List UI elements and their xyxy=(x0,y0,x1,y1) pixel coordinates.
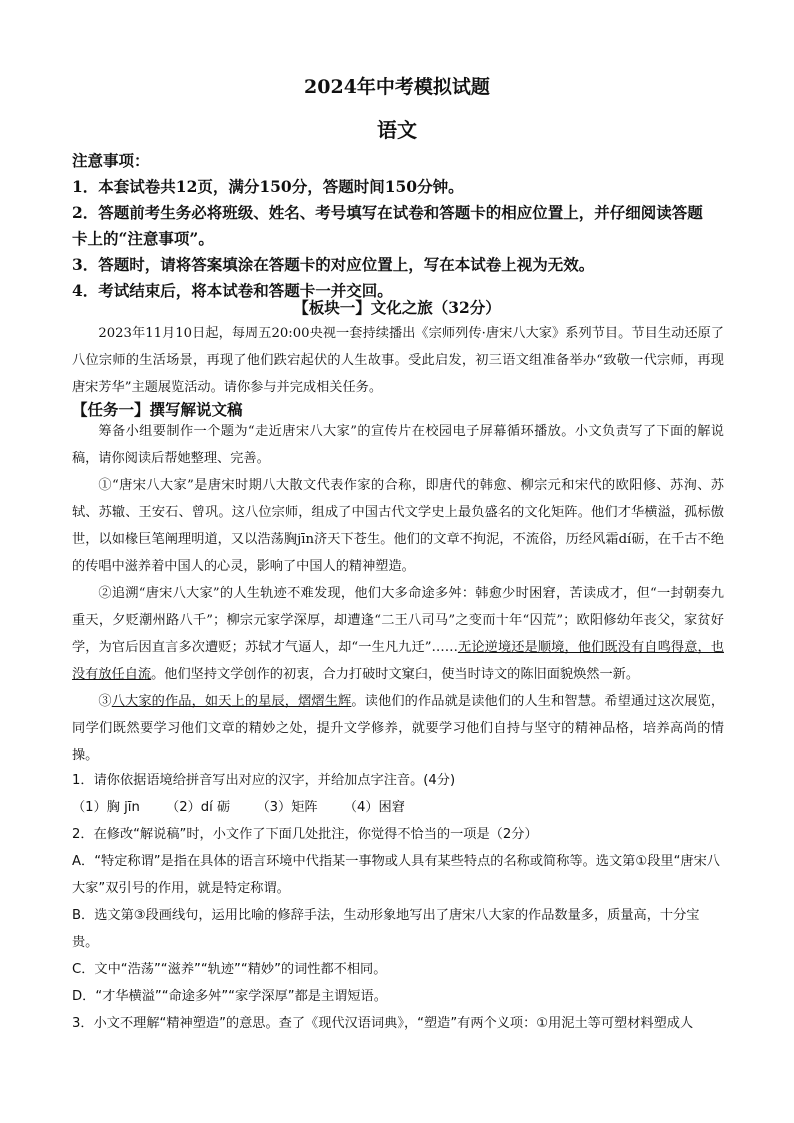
option: （3）矩阵 xyxy=(256,800,318,815)
intro-paragraph: 2023年11月10日起，每周五20:00央视一套持续播出《宗师列传·唐宋八大家》系列节目。节目生动还原了八位宗师的生活场景，再现了他们跌宕起伏的人生故事。受此启发，初三语文组准备举办“致敬一代宗师，再现唐宋芳华”主题展览活动。请你参与并完成相关任务。 xyxy=(72,326,724,395)
notes-item: 2．答题前考生务必将班级、姓名、考号填写在试卷和答题卡的相应位置上，并仔细阅读答题 xyxy=(72,203,703,222)
exam-title: 2024年中考模拟试题 xyxy=(304,76,490,98)
passage-paragraph-2 xyxy=(72,580,724,688)
passage-paragraph-3 xyxy=(72,688,724,769)
task-title: 【任务一】撰写解说文稿 xyxy=(72,400,243,419)
question-2-option-c: C．文中“浩荡”“滋养”“轨迹”“精妙”的词性都不相同。 xyxy=(72,962,387,977)
option: （1）胸 jīn xyxy=(72,800,140,815)
para2-text: ②追溯“唐宋八大家”的人生轨迹不难发现，他们大多命途多舛：韩愈少时困窘，苦读成才，但“一封朝奏九重天，夕贬潮州路八千”；柳宗元家学深厚，却遭逢“二王八司马”之变而十年“囚荒”；欧阳修幼年丧父，家贫好学，为官后因直言多次遭贬；苏轼才气逼人，却“一生凡九迁”…… xyxy=(72,586,724,655)
question-2-option-a: A．“特定称谓”是指在具体的语言环境中代指某一事物或人具有某些特点的名称或简称等。选文第①段里“唐宋八大家”双引号的作用，就是特定称谓。 xyxy=(72,854,720,896)
passage-paragraph-1: ①“唐宋八大家”是唐宋时期八大散文代表作家的合称，即唐代的韩愈、柳宗元和宋代的欧阳修、苏洵、苏轼、苏辙、王安石、曾巩。这八位宗师，组成了中国古代文学史上最负盛名的文化矩阵。他们才华横溢，孤标傲世，以如椽巨笔阐理明道，又以浩荡胸jīn济天下苍生。他们的文章不拘泥，不流俗，历经风霜dí砺，在千古不绝的传唱中滋养着中国人的心灵，影响了中国人的精神塑造。 xyxy=(72,478,724,574)
exam-subject: 语文 xyxy=(377,118,417,142)
notes-item: 卡上的“注意事项”。 xyxy=(72,229,214,248)
question-2-option-d: D．“才华横溢”“命途多舛”“家学深厚”都是主谓短语。 xyxy=(72,989,387,1004)
notes-item: 4．考试结束后，将本试卷和答题卡一并交回。 xyxy=(72,281,393,300)
question-2: 2．在修改“解说稿”时，小文作了下面几处批注，你觉得不恰当的一项是（2分） xyxy=(72,827,538,842)
para2-tail: 。他们坚持文学创作的初衷，合力打破时文窠臼，使当时诗文的陈旧面貌焕然一新。 xyxy=(151,667,640,682)
question-2-option-b: B．选文第③段画线句，运用比喻的修辞手法，生动形象地写出了唐宋八大家的作品数量多，质量高，十分宝贵。 xyxy=(72,908,700,950)
notes-block xyxy=(72,148,732,304)
para3-mark: ③ xyxy=(98,694,112,709)
underlined-sentence: 八大家的作品，如天上的星辰，熠熠生辉 xyxy=(111,694,352,709)
question-3: 3．小文不理解“精神塑造”的意思。查了《现代汉语词典》，“塑造”有两个义项：①用泥土等可塑材料塑成人 xyxy=(72,1016,694,1031)
underlined-sentence: 无论逆境还是顺境，他们既没有自鸣得意，也没有放任自流 xyxy=(72,640,725,682)
questions-block xyxy=(72,767,724,1037)
para3-tail: 。读他们的作品就是读他们的人生和智慧。希望通过这次展览，同学们既然要学习他们文章的精妙之处，提升文学修养，就要学习他们自持与坚守的精神品格，培养高尚的情操。 xyxy=(72,694,725,763)
notes-item: 3．答题时，请将答案填涂在答题卡的对应位置上，写在本试卷上视为无效。 xyxy=(72,255,595,274)
section-title: 【板块一】文化之旅（32分） xyxy=(293,298,501,317)
option: （4）困窘 xyxy=(343,800,405,815)
section-intro xyxy=(72,320,724,401)
question-1: 1．请你依据语境给拼音写出对应的汉字，并给加点字注音。(4分) xyxy=(72,773,456,788)
question-1-options xyxy=(72,794,724,821)
notes-heading: 注意事项： xyxy=(72,151,150,170)
option: （2）dí 砺 xyxy=(166,800,231,815)
task-lead: 筹备小组要制作一个题为“走近唐宋八大家”的宣传片在校园电子屏幕循环播放。小文负责写了下面的解说稿，请你阅读后帮她整理、完善。 xyxy=(72,424,724,466)
notes-item: 1．本套试卷共12页，满分150分，答题时间150分钟。 xyxy=(72,177,464,196)
task-body xyxy=(72,418,724,769)
